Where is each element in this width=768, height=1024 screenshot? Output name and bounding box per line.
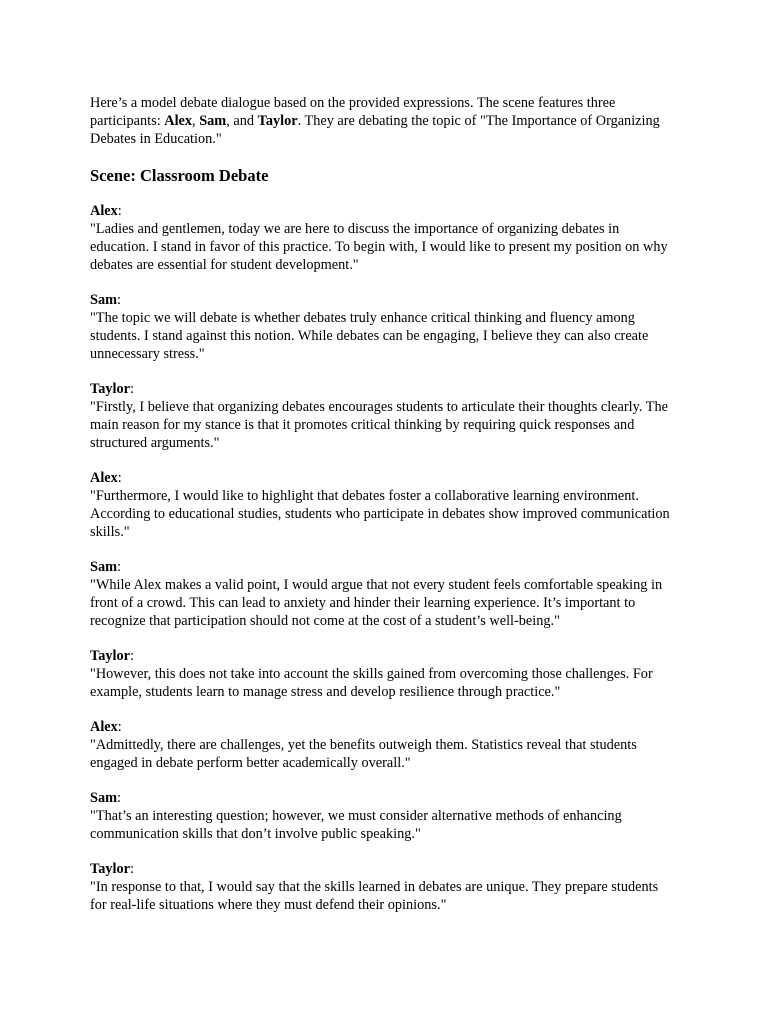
speech-text: "Firstly, I believe that organizing debates encourages students to articulate their thoughts clearly. The main reason for my stance is that it promotes critical thinking by requiring quick responses and structured arguments." <box>90 399 668 451</box>
speech-text: "While Alex makes a valid point, I would argue that not every student feels comfortable speaking in front of a crowd. This can lead to anxiety and hinder their learning experience. It’s important to recognize that participation should not come at the cost of a student’s well-being." <box>90 577 663 629</box>
dialogue-turn <box>90 789 678 843</box>
scene-title: Scene: Classroom Debate <box>90 166 269 185</box>
dialogue-turn <box>90 291 678 363</box>
speaker-name: Sam <box>90 292 118 308</box>
speech-text: "In response to that, I would say that the skills learned in debates are unique. They prepare students for real-life situations where they must defend their opinions." <box>90 879 659 913</box>
dialogue-turn <box>90 202 678 274</box>
dialogue-turn <box>90 647 678 701</box>
speaker-colon: : <box>117 559 121 575</box>
speech-text: "That’s an interesting question; however, we must consider alternative methods of enhancing communication skills that don’t involve public speaking." <box>90 808 622 842</box>
dialogue-turn <box>90 860 678 914</box>
speaker-name: Sam <box>90 559 118 575</box>
speaker-line <box>90 718 678 736</box>
speaker-line <box>90 469 678 487</box>
speech-text: "However, this does not take into account the skills gained from overcoming those challenges. For example, students learn to manage stress and develop resilience through practice." <box>90 666 653 700</box>
speaker-line <box>90 291 678 309</box>
speaker-name: Taylor <box>90 648 130 664</box>
speaker-line <box>90 558 678 576</box>
dialogue <box>90 202 678 914</box>
speaker-name: Sam <box>90 790 118 806</box>
speaker-colon: : <box>117 790 121 806</box>
dialogue-turn <box>90 469 678 541</box>
speaker-line <box>90 860 678 878</box>
intro-text-1: Here’s a model debate dialogue based on the provided expressions. The scene features three participants: <box>90 95 616 129</box>
speaker-line <box>90 202 678 220</box>
speech-text: "Admittedly, there are challenges, yet the benefits outweigh them. Statistics reveal that students engaged in debate perform better academically overall." <box>90 737 637 771</box>
speech-text: "Ladies and gentlemen, today we are here to discuss the importance of organizing debates in education. I stand in favor of this practice. To begin with, I would like to present my position on why debates are essential for student development." <box>90 221 668 273</box>
dialogue-turn <box>90 380 678 452</box>
speaker-colon: : <box>117 203 122 219</box>
dialogue-turn <box>90 558 678 630</box>
intro-separator-2: , and <box>226 113 258 129</box>
intro-text-2: . They are debating the topic of "The Importance of Organizing Debates in Education." <box>90 113 660 147</box>
intro-paragraph <box>90 94 678 148</box>
speech-text: "The topic we will debate is whether debates truly enhance critical thinking and fluency among students. I stand against this notion. While debates can be engaging, I believe they can also create unnecessary stress." <box>90 310 649 362</box>
speaker-colon: : <box>117 292 121 308</box>
speaker-colon: : <box>117 470 122 486</box>
intro-name-sam: Sam <box>199 113 227 129</box>
speaker-name: Alex <box>90 470 118 486</box>
speaker-name: Alex <box>90 203 118 219</box>
speaker-colon: : <box>130 648 134 664</box>
speaker-colon: : <box>130 381 134 397</box>
speaker-line <box>90 789 678 807</box>
speaker-line <box>90 647 678 665</box>
dialogue-turn <box>90 718 678 772</box>
speaker-name: Taylor <box>90 861 130 877</box>
intro-separator-1: , <box>192 113 200 129</box>
speaker-line <box>90 380 678 398</box>
speech-text: "Furthermore, I would like to highlight that debates foster a collaborative learning environment. According to educational studies, students who participate in debates show improved communication skills." <box>90 488 670 540</box>
speaker-colon: : <box>117 719 122 735</box>
speaker-name: Alex <box>90 719 118 735</box>
speaker-name: Taylor <box>90 381 130 397</box>
intro-name-taylor: Taylor <box>257 113 298 129</box>
speaker-colon: : <box>130 861 134 877</box>
intro-name-alex: Alex <box>164 113 193 129</box>
